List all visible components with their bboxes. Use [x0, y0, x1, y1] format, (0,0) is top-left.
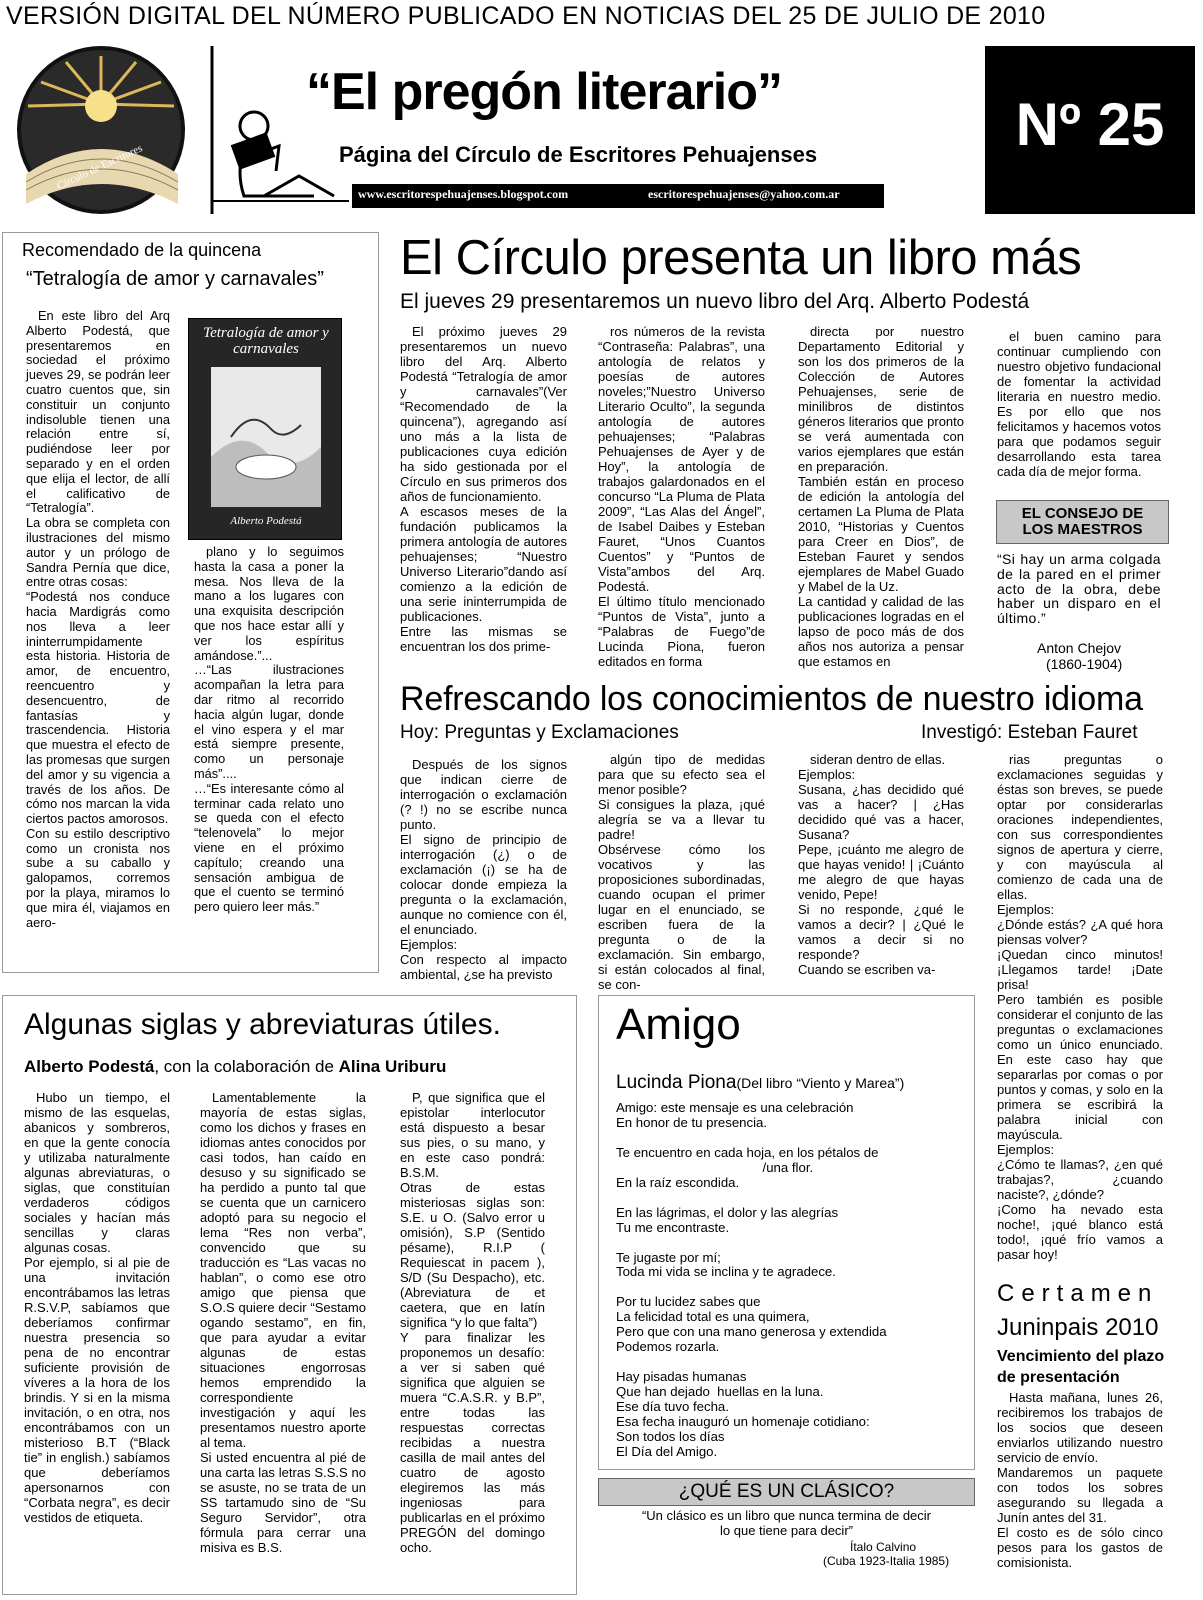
- amigo-poem: Amigo: este mensaje es una celebración En honor de tu presencia. Te encuentro en cada hoja, en los pétalos de /una flor. En la raíz escondida. En las lágrimas, el dolor y las alegrías Tu me encontraste. Te jugaste por mí; Toda mi vida se inclina y te agradece. Por tu lucidez sabes que La felicidad total es una quimera, Pero que con una mano generosa y extendida Podemos rozarla. Hay pisadas humanas Que han dejado huellas en la luna. Ese día tuvo fecha. Esa fecha inauguró un homenaje cotidiano: Son todos los días El Día del Amigo.: [616, 1100, 887, 1459]
- amigo-author: Lucinda Piona: [616, 1072, 737, 1093]
- clasico-author: Ítalo Calvino: [850, 1540, 917, 1554]
- book-cover: [188, 318, 342, 540]
- siglas-headline: Algunas siglas y abreviaturas útiles.: [24, 1008, 501, 1041]
- main-col3: directa por nuestro Departamento Editorial y son los dos primeros de la Colección de Autores Pehuajenses, serie de minilibros de distintos géneros literarios que pronto se verá aumentada con varios ejemplares que están en preparación. También están en proceso de edición la antología del certamen La Pluma de Plata 2010, “Historias y Cuentos para Creer en Dios”, de Esteban Fauret y sendos ejemplares de Mabel Guado y Mabel de la Uz. La cantidad y calidad de las publicaciones logradas en el lapso de poco más de dos años nos autoriza a pensar que estamos en: [798, 324, 964, 669]
- blog-link[interactable]: www.escritorespehuajenses.blogspot.com: [358, 187, 569, 201]
- svg-text:Círculo de Escritores: Círculo de Escritores: [55, 142, 145, 193]
- masthead-subtitle: Página del Círculo de Escritores Pehuajenses: [339, 142, 818, 167]
- main-subhead: El jueves 29 presentaremos un nuevo libro del Arq. Alberto Podestá: [400, 290, 1030, 313]
- recommended-title: “Tetralogía de amor y carnavales”: [26, 268, 324, 290]
- consejo-quote: “Si hay un arma colgada de la pared en el primer acto de la obra, debe haber un disparo en el último.”: [997, 551, 1161, 627]
- idioma-sub-right: Investigó: Esteban Fauret: [921, 722, 1138, 743]
- consejo-author: Anton Chejov: [1037, 640, 1122, 656]
- idioma-col2: algún tipo de medidas para que su efecto sea el menor posible? Si consigues la plaza, ¡qué alegría se va a llevar tu padre! Obsérvese cómo los vocativos y las proposiciones subordinadas, cuando ocupan el primer lugar en el enunciado, se escriben fuera de la pregunta o de la exclamación. Sin embargo, si están colocados al final, se con-: [598, 752, 765, 992]
- recommended-kicker: Recomendado de la quincena: [22, 240, 262, 260]
- certamen-body: Hasta mañana, lunes 26, recibiremos los trabajos de los socios que deseen enviarlos utilizando nuestro servicio de envío. Mandaremos un paquete con todos los sobres asegurando su llegada a Junín antes del 31. El costo es de sólo cinco pesos para los gastos de comisionista.: [997, 1390, 1163, 1570]
- email-link[interactable]: escritorespehuajenses@yahoo.com.ar: [648, 187, 840, 201]
- siglas-author: Alberto Podestá: [24, 1057, 155, 1076]
- recommended-col1: En este libro del Arq Alberto Podestá, que presentaremos en sociedad el próximo jueves 29, se podrán leer cuatro cuentos que, sin constituir un conjunto indisoluble tienen una relación entre sí, pudiéndose leer por separado y en el orden que elija el lector, de allí el calificativo de “Tetralogía”. La obra se completa con ilustraciones del mismo autor y un prólogo de Sandra Pernía que dice, entre otras cosas: “Podestá nos conduce hacia Mardigrás como nos lleva a leer ininterrumpidamente esta historia. Historia de amor, de encuentro, reencuentro y desencuentro, de fantasías y trascendencia. Historia que muestra el efecto de las promesas que surgen del amor y su vigencia a través de los años. De cómo nos marcan la vida ciertos pactos amorosos. Con su estilo descriptivo como un cronista nos sube a su caballo y galopamos, corremos por la playa, miramos lo que mira él, viajamos en aero-: [26, 308, 170, 930]
- top-banner: VERSIÓN DIGITAL DEL NÚMERO PUBLICADO EN NOTICIAS DEL 25 DE JULIO DE 2010: [6, 2, 1046, 30]
- clasico-title: ¿QUÉ ES UN CLÁSICO?: [678, 1481, 895, 1502]
- book-cover-author: Alberto Podestá: [230, 515, 302, 527]
- amigo-byline: [616, 1072, 904, 1094]
- certamen-title1: Certamen: [997, 1280, 1159, 1307]
- consejo-title: EL CONSEJO DE LOS MAESTROS: [1021, 505, 1144, 538]
- siglas-byline: [24, 1057, 446, 1077]
- cover-hands-illustration-icon: [211, 367, 321, 507]
- main-col2: ros números de la revista “Contraseña: Palabras”, una antología de relatos y poesías de autores noveles;”Nuestro Universo Literario Oculto”, la segunda antología de autores pehuajenses; “Palabras Pehuajenses de Ayer y de Hoy”, la antología de trabajos galardonados en el concurso “La Pluma de Plata 2009”, “Las Alas del Ángel”, de Isabel Daibes y Esteban Fauret, “Unos Cuantos Cuentos” y “Puntos de Vista”ambos del Arq. Podestá. El último título mencionado “Puntos de Vista”, junto a “Palabras de Fuego”de Lucinda Piona, fueron editados en forma: [598, 324, 765, 669]
- masthead: [6, 44, 886, 216]
- idioma-sub-left: Hoy: Preguntas y Exclamaciones: [400, 722, 679, 743]
- idioma-headline: Refrescando los conocimientos de nuestro idioma: [400, 680, 1143, 718]
- clasico-quote: “Un clásico es un libro que nunca termina de decir lo que tiene para decir”: [641, 1508, 932, 1538]
- siglas-col2: Lamentablemente la mayoría de estas siglas, como los dichos y frases en idiomas antes conocidos por casi todos, han caído en desuso y su significado se ha perdido a punto tal que se cuenta que un carnicero adoptó para su negocio el lema “Res non verba”, convencido que su traducción es “Las vacas no hablan”, o como ese otro amigo que piensa que S.O.S quiere decir “Sestamo ogando sestamo”, en fin, que para ayudar a evitar algunas de estas situaciones engorrosas hemos emprendido la correspondiente investigación y aquí les presentamos nuestro aporte al tema. Si usted encuentra al pié de una carta las letras S.S.S no se asuste, no se trata de un SS tartamudo sino de “Su Seguro Servidor”, otra fórmula para cerrar una misiva es B.S.: [200, 1090, 366, 1555]
- siglas-collab: Alina Uriburu: [338, 1057, 447, 1076]
- logo-book-icon: [6, 44, 201, 216]
- recommended-col2: plano y lo seguimos hasta la casa a poner la mesa. Nos lleva de la mano a los lugares con una exquisita descripción que nos hace estar allí y ver los espíritus amándose.”... …“Las ilustraciones acompañan la letra para dar ritmo al recorrido hacia algún lugar, donde el vino espera y el mar está siempre presente, como un personaje más”.... …“Es interesante cómo al terminar cada relato uno se queda con el efecto “telenovela” lo mejor viene en el próximo capítulo; creando una sensación ambigua de que el cuento se terminó pero quiero leer más.”: [194, 544, 344, 915]
- book-cover-title: Tetralogía de amor y carnavales: [203, 325, 329, 357]
- amigo-title: Amigo: [616, 1000, 741, 1049]
- siglas-col3: P, que significa que el epistolar interlocutor está dispuesto a besar sus pies, o su mano, y en este caso pondrá: B.S.M. Otras de estas misteriosas siglas son: S.E. u O. (Salvo error u omisión), S.P (Sentido pésame), R.I.P ( Requiescat in pacem ), S/D (Su Despacho), etc. (Abreviatura de et caetera, que en latín significa “y lo que falta”) Y para finalizar les proponemos un desafío: a ver si saben qué significa que alguien se muera “C.A.S.R. y B.P”, entre todas las respuestas correctas recibidas a nuestra casilla de mail antes del cuatro de agosto elegiremos las más ingeniosas para publicarlas en el próximo PREGÓN del domingo ocho.: [400, 1090, 545, 1555]
- main-headline: El Círculo presenta un libro más: [400, 231, 1082, 285]
- clasico-years: (Cuba 1923-Italia 1985): [823, 1554, 950, 1568]
- main-col4: el buen camino para continuar cumpliendo con nuestro objetivo fundacional de fomentar la actividad literaria en nuestro medio. Es por ello que nos felicitamos y hacemos votos para que podamos seguir desarrollando esta tarea cada día de mejor forma.: [997, 329, 1161, 479]
- certamen-subtitle: Vencimiento del plazo de presentación: [997, 1348, 1165, 1386]
- consejo-years: (1860-1904): [1046, 656, 1123, 672]
- siglas-with: , con la colaboración de: [154, 1057, 339, 1076]
- issue-number: Nº 25: [1015, 91, 1165, 158]
- masthead-title: “El pregón literario”: [306, 63, 782, 121]
- amigo-source: (Del libro “Viento y Marea”): [736, 1075, 905, 1091]
- certamen-title2: Juninpais 2010: [997, 1314, 1159, 1341]
- main-col1: El próximo jueves 29 presentaremos un nuevo libro del Arq. Alberto Podestá “Tetralogía de amor y carnavales”(Ver “Recomendado de la quincena”), agregando así uno más a la lista de publicaciones cuya edición ha sido gestionada por el Círculo en sus primeros dos años de funcionamiento. A escasos meses de la fundación publicamos la primera antología de autores pehuajenses; “Nuestro Universo Literario”dando así comienzo a la edición de una serie ininterrumpida de publicaciones. Entre las mismas se encuentran los dos prime-: [400, 324, 567, 654]
- idioma-col4: rias preguntas o exclamaciones seguidas y éstas son breves, se puede optar por considerarlas oraciones independientes, con sus correspondientes signos de apertura y cierre, y con mayúscula al comienzo de cada una de ellas. Ejemplos: ¿Dónde estás? ¿A qué hora piensas volver? ¡Quedan cinco minutos! ¡Llegamos tarde! ¡Date prisa! Pero también es posible considerar el conjunto de las preguntas o exclamaciones como un único enunciado. En este caso hay que separarlas por comas o por puntos y comas, y solo en la primera se escribirá la palabra inicial con mayúscula. Ejemplos: ¿Cómo te llamas?, ¿en qué trabajas?, ¿cuando naciste?, ¿dónde? ¡Como ha nevado esta noche!, ¡qué blanco está todo!, ¡qué frío vamos a pasar hoy!: [997, 752, 1163, 1262]
- idioma-col1: Después de los signos que indican cierre de interrogación o exclamación (? !) no se escribe nunca punto. El signo de principio de interrogación (¿) o de exclamación (¡) se ha de colocar donde empieza la pregunta o la exclamación, aunque no comience con él, el enunciado. Ejemplos: Con respecto al impacto ambiental, ¿se ha previsto: [400, 757, 567, 982]
- idioma-col3: sideran dentro de ellas. Ejemplos: Susana, ¿has decidido qué vas a hacer? | ¿Has decidido qué vas a hacer, Susana? Pepe, ¡cuánto me alegro de que hayas venido! | ¡Cuánto me alegro de que hayas venido, Pepe! Si no responde, ¿qué le vamos a decir? | ¿Qué le vamos a decir si no responde? Cuando se escriben va-: [798, 752, 964, 977]
- siglas-col1: Hubo un tiempo, el mismo de las esquelas, abanicos y sombreros, en que la gente conocía y utilizaba naturalmente algunas abreviaturas, o siglas, que constituían verdaderos códigos sociales y hacían más sencillas y claras algunas cosas. Por ejemplo, si al pie de una invitación encontrábamos las letras R.S.V.P, sabíamos que deberíamos confirmar nuestra presencia so pena de no encontrar suficiente provisión de víveres a la hora de los brindis. Y si en la misma invitación, o en otra, nos encontrábamos con un misterioso B.T (“Black tie” in english.) sabíamos que deberíamos apersonarnos con “Corbata negra”, es decir vestidos de etiqueta.: [24, 1090, 170, 1525]
